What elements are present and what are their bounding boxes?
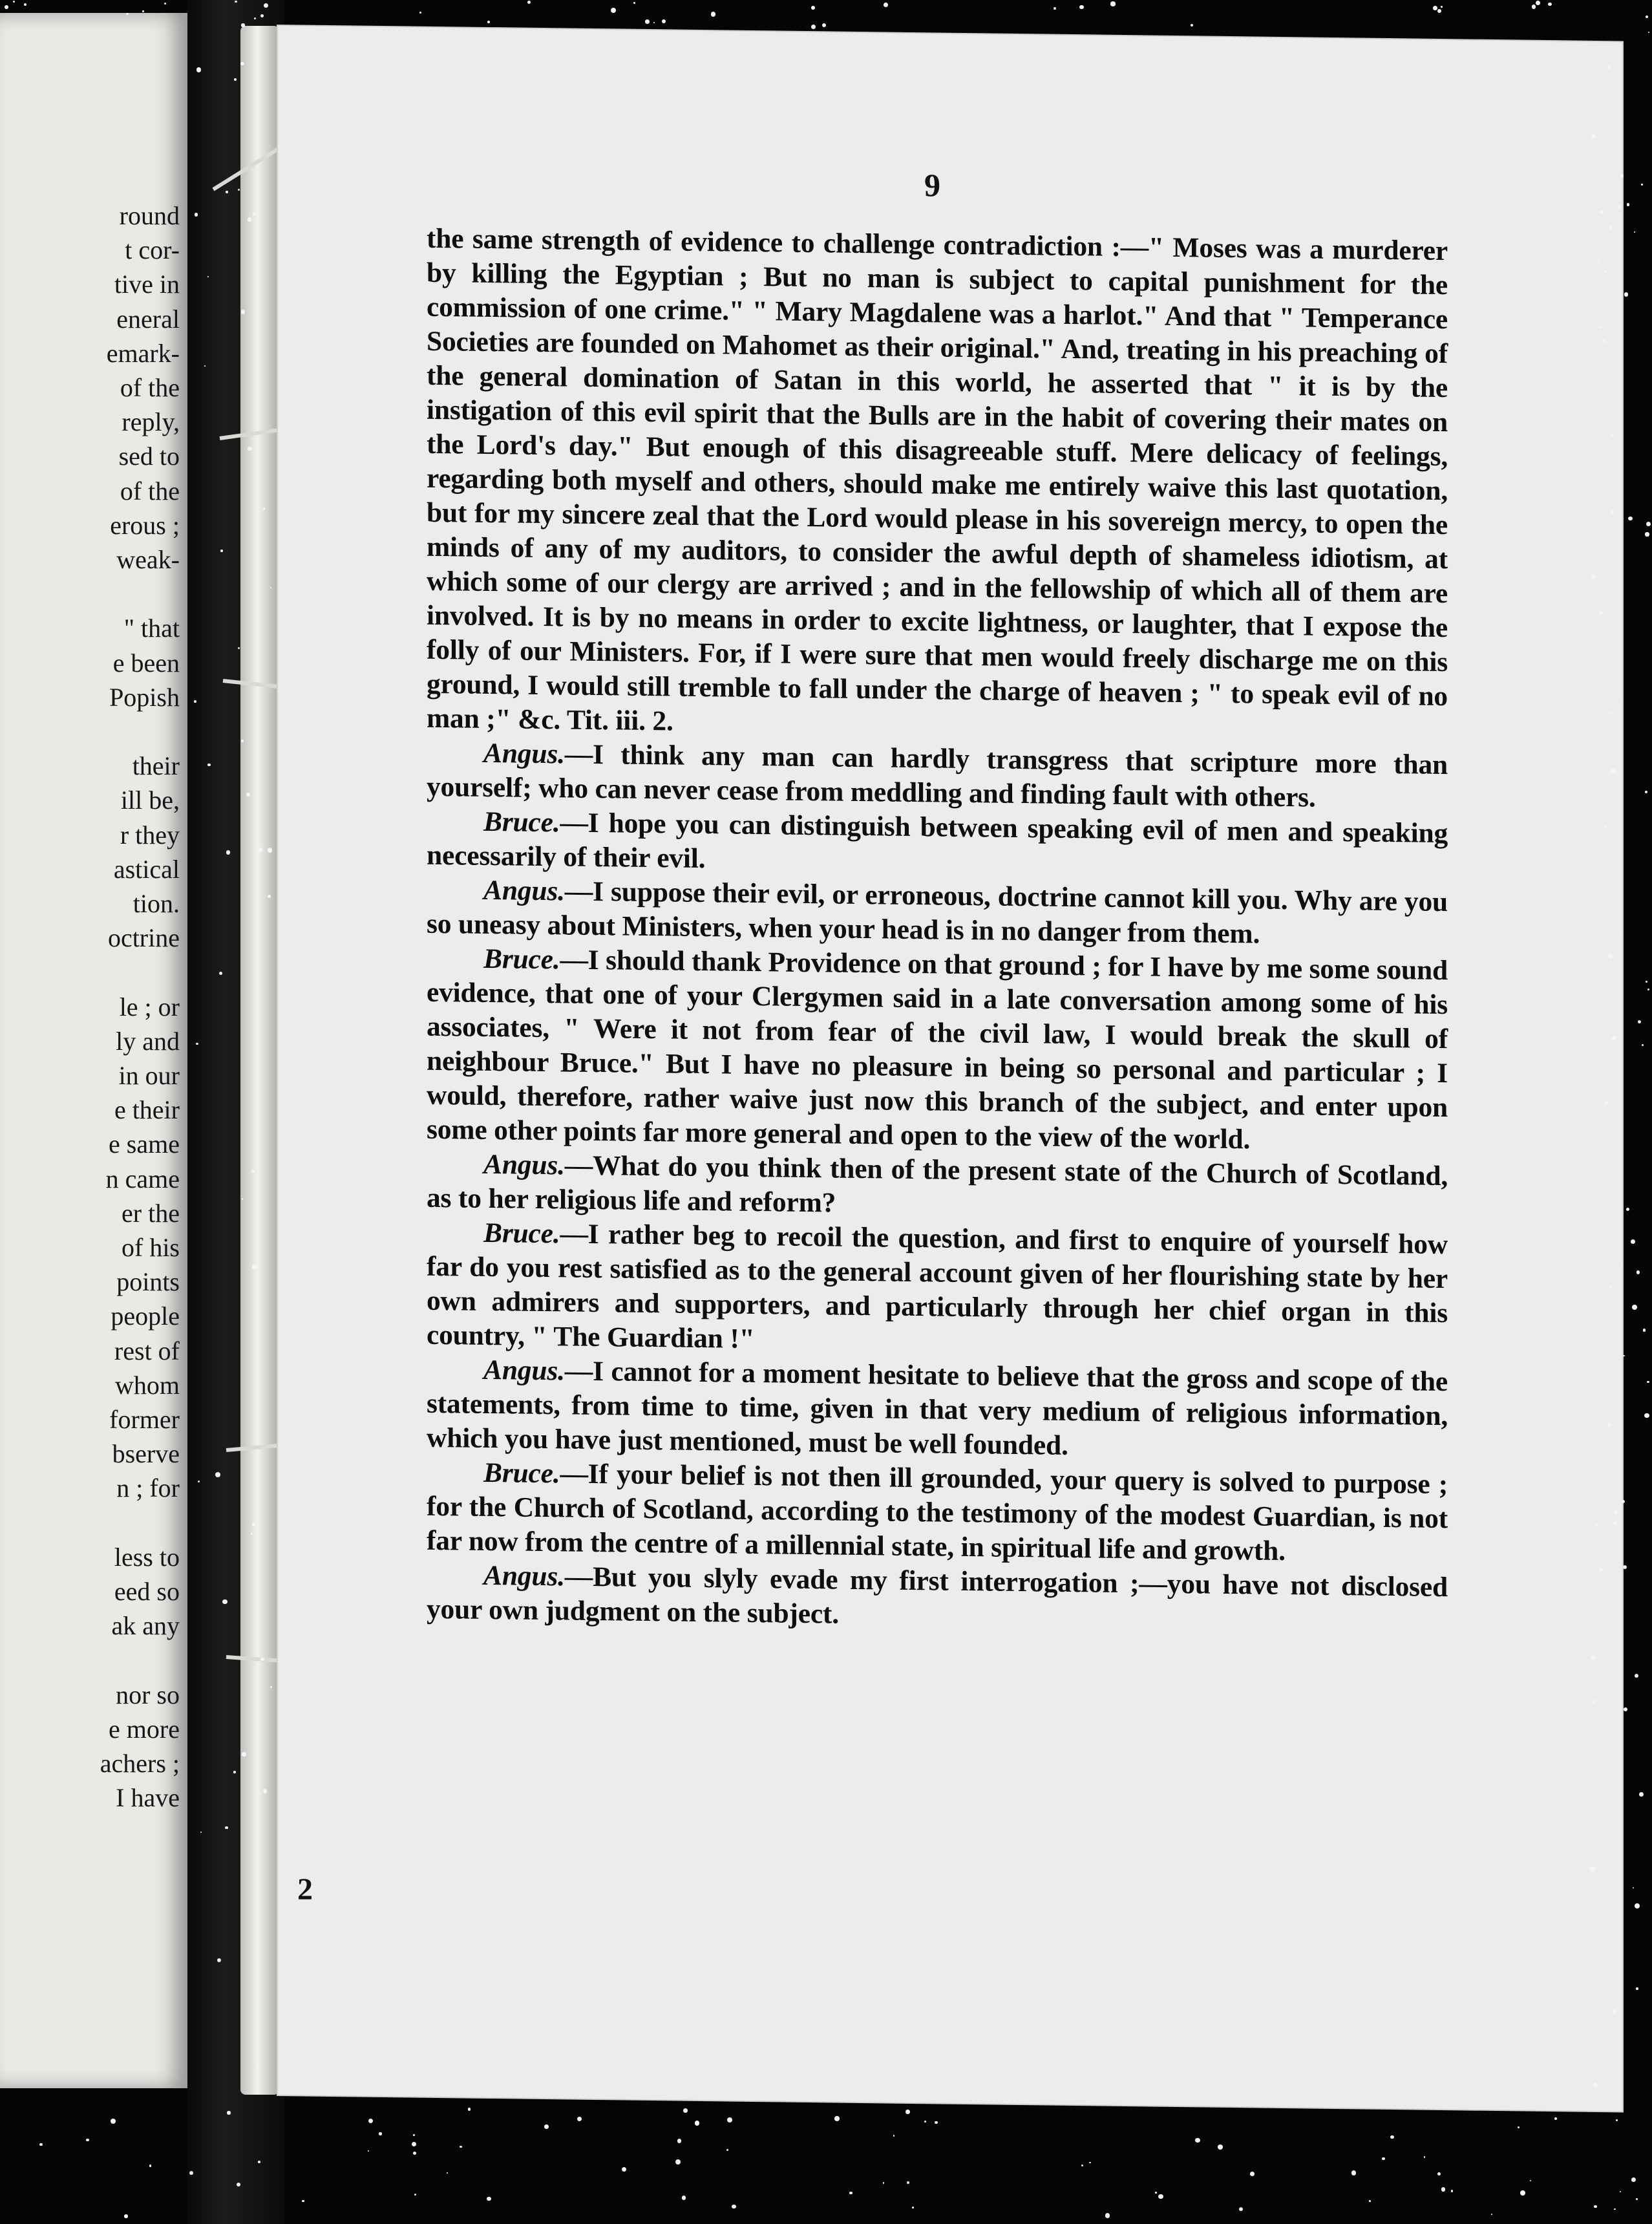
- dust-speck: [238, 189, 240, 191]
- dust-speck: [1605, 1102, 1608, 1105]
- dust-speck: [1638, 1020, 1641, 1023]
- dust-speck: [1548, 3, 1552, 6]
- dust-speck: [1613, 1521, 1616, 1525]
- dust-speck: [460, 2146, 461, 2148]
- dust-speck: [368, 2119, 373, 2123]
- dust-speck: [905, 2110, 910, 2114]
- dust-speck: [1627, 203, 1630, 206]
- dust-speck: [1390, 2135, 1394, 2139]
- dust-speck: [1520, 2190, 1525, 2196]
- dust-speck: [1610, 1286, 1613, 1288]
- dust-speck: [527, 1, 531, 4]
- dust-speck: [1191, 24, 1193, 27]
- dust-speck: [1623, 1565, 1627, 1569]
- dust-speck: [86, 2139, 89, 2142]
- previous-page-line: in our: [118, 1061, 180, 1090]
- dust-speck: [1636, 1987, 1638, 1990]
- dust-speck: [248, 447, 251, 451]
- dust-speck: [1437, 2172, 1441, 2176]
- previous-page-line: achers ;: [100, 1749, 180, 1778]
- dust-speck: [662, 19, 666, 23]
- speaker-name: Bruce.: [483, 943, 560, 976]
- dust-speck: [1618, 1017, 1620, 1018]
- dust-speck: [1591, 575, 1596, 579]
- page-number: 9: [924, 167, 940, 204]
- dust-speck: [1110, 1, 1115, 6]
- dust-speck: [1437, 9, 1441, 13]
- dust-speck: [811, 6, 815, 10]
- dust-speck: [258, 848, 262, 852]
- dust-speck: [215, 1472, 220, 1477]
- dust-speck: [1600, 210, 1604, 214]
- speaker-name: Angus.: [483, 1559, 565, 1592]
- previous-page-line: ly and: [116, 1026, 180, 1056]
- dust-speck: [884, 3, 888, 7]
- dust-speck: [1634, 231, 1635, 233]
- dust-speck: [822, 23, 826, 27]
- dust-speck: [1611, 511, 1613, 513]
- dust-speck: [1604, 825, 1607, 828]
- dust-speck: [1518, 2126, 1520, 2128]
- dust-speck: [912, 2207, 914, 2208]
- dust-speck: [1648, 32, 1649, 33]
- previous-page-line: I have: [116, 1783, 180, 1813]
- dust-speck: [1603, 999, 1605, 1001]
- dialogue-paragraph: [427, 873, 1448, 954]
- dust-speck: [1624, 292, 1628, 296]
- dust-speck: [577, 2117, 582, 2122]
- dust-speck: [1628, 517, 1632, 520]
- dust-speck: [233, 1771, 237, 1774]
- dust-speck: [1532, 5, 1536, 9]
- dust-speck: [248, 217, 251, 221]
- dust-speck: [544, 2124, 549, 2129]
- dust-speck: [234, 78, 237, 81]
- previous-page-line: ak any: [111, 1611, 180, 1641]
- dust-speck: [1618, 206, 1621, 209]
- dust-speck: [1218, 2144, 1223, 2150]
- dust-speck: [695, 2121, 699, 2125]
- dust-speck: [849, 2192, 852, 2194]
- dust-speck: [1608, 954, 1613, 958]
- dust-speck: [1645, 532, 1649, 536]
- dust-speck: [1642, 1044, 1644, 1046]
- speaker-name: Bruce.: [483, 1217, 560, 1250]
- previous-page-line: tive in: [114, 270, 180, 299]
- dust-speck: [1632, 1305, 1637, 1310]
- dialogue-paragraph: [427, 1353, 1448, 1468]
- dialogue-paragraph: [427, 736, 1448, 817]
- speaker-name: Angus.: [483, 1148, 565, 1181]
- dust-speck: [24, 3, 26, 6]
- dust-speck: [1611, 434, 1613, 437]
- paragraph-text: —I cannot for a moment hesitate to believe that the gross and scope of the statements, from time to time, given in that very medium of religious information, which you have just mentioned, must be well founded.: [427, 1355, 1448, 1461]
- dust-speck: [711, 12, 715, 16]
- dust-speck: [622, 2167, 626, 2172]
- previous-page-line: sed to: [118, 442, 180, 471]
- dust-speck: [220, 550, 222, 551]
- previous-page-line: er the: [122, 1198, 180, 1228]
- dust-speck: [252, 1265, 257, 1269]
- previous-page-line: nor so: [116, 1680, 180, 1709]
- dust-speck: [1614, 2208, 1616, 2210]
- dialogue-paragraph: [427, 804, 1448, 885]
- dust-speck: [142, 10, 144, 12]
- dust-speck: [226, 191, 228, 193]
- dust-speck: [907, 2181, 909, 2184]
- dust-speck: [487, 2197, 491, 2201]
- dust-speck: [195, 213, 198, 217]
- speaker-name: Bruce.: [483, 1457, 560, 1490]
- dust-speck: [1636, 2198, 1638, 2200]
- dust-speck: [1158, 2194, 1163, 2199]
- dust-speck: [653, 22, 655, 24]
- dust-speck: [1620, 698, 1622, 700]
- dust-speck: [241, 23, 244, 27]
- dialogue-paragraph: [427, 222, 1448, 748]
- dust-speck: [1441, 2187, 1445, 2191]
- previous-page-line: their: [132, 751, 180, 781]
- dust-speck: [13, 1, 15, 3]
- dust-speck: [1610, 1545, 1611, 1546]
- previous-page-fragment: [0, 13, 187, 2088]
- dust-speck: [1623, 1355, 1625, 1357]
- dust-speck: [834, 2116, 839, 2121]
- dust-speck: [1054, 7, 1056, 10]
- dust-speck: [1536, 1, 1540, 5]
- dust-speck: [633, 2, 635, 4]
- previous-page-line: weak-: [116, 545, 180, 574]
- dust-speck: [611, 8, 616, 13]
- paragraph-text: —If your belief is not then ill grounded, your query is solved to purpose ; for the Church of Scotland, according to the testimony of the modest Guardian, is not far now from the centre of a millennial state, in spiritual life and growth.: [427, 1458, 1448, 1567]
- dust-speck: [1603, 339, 1606, 343]
- previous-page-line: round: [119, 201, 180, 230]
- dust-speck: [1619, 930, 1621, 932]
- paragraph-text: —What do you think then of the present state of the Church of Scotland, as to her religious life and reform?: [427, 1149, 1448, 1219]
- dust-speck: [1079, 5, 1084, 10]
- previous-page-line: emark-: [106, 338, 180, 368]
- dust-speck: [1646, 981, 1647, 983]
- dust-speck: [253, 213, 255, 215]
- dust-speck: [1613, 2009, 1616, 2013]
- binding-spine: [240, 26, 279, 2095]
- dialogue-paragraph: [427, 1558, 1448, 1639]
- dust-speck: [413, 2152, 416, 2155]
- previous-page-line: ill be,: [120, 786, 180, 815]
- dust-speck: [217, 1958, 221, 1962]
- dust-speck: [1636, 1270, 1640, 1274]
- previous-page-line: n ; for: [116, 1473, 180, 1503]
- dust-speck: [924, 2121, 926, 2122]
- speaker-name: Bruce.: [483, 806, 560, 839]
- dust-speck: [683, 2108, 688, 2113]
- dust-speck: [1369, 2200, 1371, 2202]
- dust-speck: [1635, 1903, 1640, 1909]
- dust-speck: [1554, 2117, 1557, 2120]
- previous-page-line: eed so: [114, 1577, 180, 1606]
- dust-speck: [447, 2172, 448, 2174]
- dust-speck: [1616, 2119, 1618, 2121]
- dust-speck: [677, 2139, 682, 2143]
- dust-speck: [1614, 1510, 1618, 1514]
- dust-speck: [252, 1523, 256, 1526]
- dust-speck: [1195, 2138, 1200, 2143]
- dust-speck: [1646, 522, 1651, 526]
- dialogue-paragraph: [427, 1147, 1448, 1228]
- dust-speck: [368, 2150, 369, 2152]
- dust-speck: [1647, 989, 1649, 990]
- dust-speck: [1351, 2170, 1357, 2176]
- dust-speck: [263, 508, 265, 509]
- previous-page-line: erous ;: [110, 510, 180, 540]
- dust-speck: [227, 2111, 230, 2114]
- dust-speck: [207, 764, 211, 767]
- dust-speck: [727, 2117, 732, 2122]
- dust-speck: [1641, 184, 1642, 185]
- dust-speck: [1424, 2156, 1426, 2158]
- previous-page-line: reply,: [122, 407, 180, 437]
- dust-speck: [1624, 1707, 1627, 1711]
- dust-speck: [419, 12, 421, 14]
- dust-speck: [1590, 1866, 1595, 1872]
- previous-page-line: eneral: [116, 304, 180, 334]
- dust-speck: [1594, 2205, 1596, 2208]
- dust-speck: [811, 25, 816, 29]
- dust-speck: [893, 2135, 895, 2137]
- dust-speck: [237, 2183, 240, 2187]
- paragraph-text: —I suppose their evil, or erroneous, doctrine cannot kill you. Why are you so uneasy about Ministers, when your head is in no danger from them.: [427, 875, 1448, 950]
- paragraph-text: —I think any man can hardly transgress that scripture more than yourself; who can never cease from meddling and finding fault with others.: [427, 738, 1448, 813]
- previous-page-line: people: [111, 1301, 180, 1331]
- dust-speck: [1609, 226, 1612, 229]
- previous-page-line: rest of: [114, 1336, 180, 1365]
- dust-speck: [379, 2132, 382, 2135]
- previous-page-line: n came: [105, 1164, 180, 1193]
- previous-page-line: e been: [112, 648, 180, 678]
- previous-page-line: octrine: [107, 923, 180, 953]
- dust-speck: [675, 2159, 681, 2165]
- dust-speck: [39, 2143, 42, 2146]
- dust-speck: [246, 793, 250, 797]
- dust-speck: [1089, 2162, 1091, 2164]
- dust-speck: [645, 19, 650, 24]
- dust-speck: [258, 2161, 260, 2163]
- dust-speck: [222, 1599, 227, 1604]
- dust-speck: [1646, 16, 1648, 18]
- speaker-name: Angus.: [483, 874, 565, 907]
- dust-speck: [412, 2142, 417, 2147]
- previous-page-line: Popish: [109, 682, 180, 712]
- paragraph-text: —I should thank Providence on that ground ; for I have by me some sound evidence, that one of your Clergymen said in a late conversation among some of his associates, " Were it not from fear of the civil law, I would break the skull of neighbour Bruce." But I have no pleasure in being so personal and particular ; I would, therefore, rather waive just now this branch of the subject, and enter upon some other points far more general and open to the view of the world.: [427, 944, 1448, 1155]
- dialogue-paragraph: [427, 941, 1448, 1159]
- dust-speck: [1622, 1500, 1625, 1503]
- dust-speck: [1639, 1792, 1644, 1797]
- paragraph-text: —I hope you can distinguish between speaking evil of men and speaking necessarily of their evil.: [427, 807, 1448, 875]
- dust-speck: [1647, 1381, 1649, 1383]
- signature-mark: 2: [297, 1872, 313, 1907]
- previous-page-line: e more: [109, 1714, 180, 1744]
- dust-speck: [1645, 791, 1647, 793]
- previous-page-line: points: [116, 1267, 180, 1297]
- paragraph-text: —But you slyly evade my first interrogation ;—you have not disclosed your own judgment on the subject.: [427, 1561, 1448, 1630]
- previous-page-line: whom: [115, 1370, 180, 1400]
- dust-speck: [124, 2214, 127, 2218]
- dust-speck: [1620, 2191, 1621, 2192]
- dust-speck: [1530, 2180, 1531, 2181]
- paragraph-text: —I rather beg to recoil the question, and first to enquire of yourself how far do you rest satisfied as to the general account given of her flourishing state by her own admirers and supporters, and particularly through her chief organ in this country, " The Guardian !": [427, 1218, 1448, 1355]
- page-body-text: [427, 222, 1448, 1639]
- dust-speck: [149, 2165, 151, 2166]
- speaker-name: Angus.: [483, 737, 565, 770]
- dust-speck: [883, 2182, 885, 2184]
- dust-speck: [1631, 2177, 1636, 2182]
- previous-page-line: t cor-: [125, 235, 180, 265]
- previous-page-line: former: [109, 1405, 180, 1434]
- dust-speck: [732, 2205, 736, 2208]
- previous-page-line: of his: [122, 1233, 180, 1262]
- dust-speck: [1620, 174, 1624, 178]
- dust-speck: [1239, 2207, 1243, 2211]
- dust-speck: [1591, 134, 1595, 138]
- dust-speck: [1604, 271, 1607, 273]
- dust-speck: [414, 2194, 417, 2196]
- dust-speck: [1081, 2165, 1083, 2166]
- dust-speck: [196, 67, 202, 72]
- speaker-name: Angus.: [483, 1354, 565, 1387]
- dust-speck: [240, 62, 244, 66]
- dust-speck: [1611, 712, 1613, 714]
- previous-page-line: e their: [114, 1095, 180, 1125]
- dust-speck: [111, 2119, 116, 2124]
- dialogue-paragraph: [427, 1455, 1448, 1570]
- dust-speck: [242, 1198, 243, 1199]
- dust-speck: [225, 1826, 228, 1830]
- previous-page-line: less to: [114, 1542, 180, 1572]
- dust-speck: [263, 1789, 268, 1793]
- dust-speck: [1633, 1887, 1634, 1888]
- dust-speck: [413, 2134, 415, 2136]
- dust-speck: [1611, 769, 1616, 775]
- dust-speck: [164, 3, 167, 5]
- dust-speck: [726, 2149, 728, 2151]
- previous-page-line: le ; or: [119, 992, 180, 1021]
- dust-speck: [1608, 1365, 1609, 1366]
- dust-speck: [1643, 1329, 1646, 1331]
- dust-speck: [1250, 2172, 1255, 2176]
- previous-page-line: " that: [123, 614, 180, 643]
- dust-speck: [1607, 1423, 1611, 1427]
- dust-speck: [1644, 1413, 1649, 1418]
- dust-speck: [487, 21, 490, 23]
- paragraph-text: the same strength of evidence to challenge contradiction :—" Moses was a murderer by killing the Egyptian ; But no man is subject to capital punishment for the commission of one crime." " Mary Magdalene was a harlot." And that " Temperance Societies are founded on Mahomet as their original." And, treating in his preaching of the general domination of Satan in this world, he asserted that " it is by the instigation of this evil spirit that the Bulls are in the habit of covering their mates on the Lord's day." But enough of this disagreeable stuff. Mere delicacy of feelings, regarding both myself and others, should make me entirely waive this last quotation, but for my sincere zeal that the Lord would please in his sovereign mercy, to open the minds of any of my auditors, to consider the awful depth of shameless idiotism, at which some of our clergy are arrived ; and in the fellowship of which all of them are involved. It is by no means in order to excite lightness, or laughter, that I expose the folly of our Ministers. For, if I were sure that men would freely discharge me on this ground, I would still tremble to fall under the charge of heaven ; " to speak evil of no man ;" &c. Tit. iii. 2.: [427, 222, 1448, 737]
- dust-speck: [1626, 1208, 1629, 1211]
- dust-speck: [935, 2121, 937, 2124]
- book-page: [278, 26, 1622, 2111]
- previous-page-line: tion.: [132, 889, 180, 918]
- dust-speck: [682, 2196, 686, 2200]
- previous-page-line: of the: [120, 373, 180, 402]
- dust-speck: [1618, 147, 1620, 149]
- dust-speck: [1382, 2157, 1385, 2161]
- dust-speck: [1607, 65, 1611, 69]
- dust-speck: [1441, 6, 1443, 8]
- dust-speck: [1105, 2213, 1110, 2218]
- previous-page-line: r they: [120, 820, 180, 850]
- dust-speck: [242, 1752, 246, 1756]
- dust-speck: [5, 5, 8, 9]
- previous-page-line: astical: [113, 854, 180, 884]
- dust-speck: [1155, 2192, 1157, 2194]
- dust-speck: [1491, 2214, 1492, 2215]
- dust-speck: [302, 2200, 304, 2203]
- dialogue-paragraph: [427, 1215, 1448, 1365]
- dust-speck: [1631, 1239, 1635, 1244]
- dust-speck: [126, 13, 128, 15]
- dust-speck: [1635, 1674, 1638, 1678]
- dust-speck: [1451, 2190, 1454, 2192]
- previous-page-line: of the: [120, 476, 180, 506]
- dust-speck: [241, 310, 246, 314]
- previous-page-line: bserve: [112, 1439, 180, 1469]
- previous-page-line: e same: [109, 1129, 180, 1159]
- dust-speck: [468, 2108, 471, 2111]
